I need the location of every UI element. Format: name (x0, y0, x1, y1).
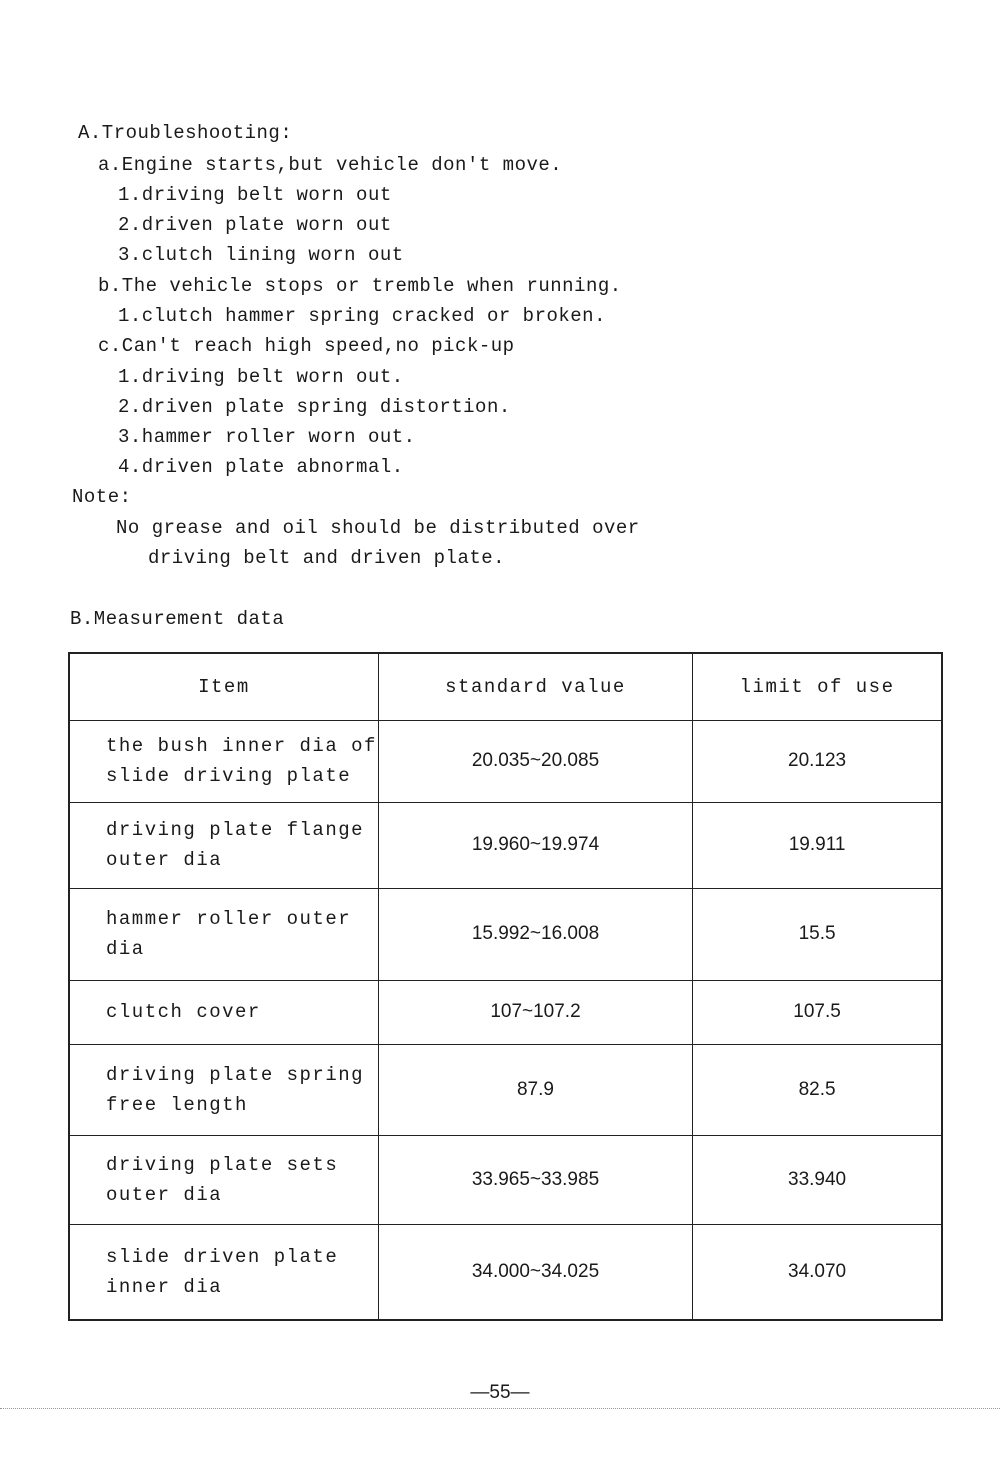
scan-edge-divider (0, 1408, 1000, 1409)
case-b-title: b.The vehicle stops or tremble when running. (98, 275, 622, 297)
item-cell: slide driven plate inner dia (69, 1224, 378, 1320)
standard-value-cell: 34.000~34.025 (378, 1224, 692, 1320)
limit-cell: 19.911 (693, 802, 942, 888)
cause-item: 1.driving belt worn out. (118, 366, 404, 388)
measurement-table (68, 652, 943, 1321)
table-row (69, 720, 942, 802)
cause-item: 2.driven plate spring distortion. (118, 396, 511, 418)
table-row (69, 1044, 942, 1135)
item-cell: driving plate spring free length (69, 1044, 378, 1135)
section-b-heading: B.Measurement data (70, 608, 285, 630)
limit-cell: 82.5 (693, 1044, 942, 1135)
item-cell: the bush inner dia of slide driving plate (69, 720, 378, 802)
standard-value-cell: 19.960~19.974 (378, 802, 692, 888)
section-a-heading: A.Troubleshooting: (78, 122, 293, 144)
limit-cell: 15.5 (693, 888, 942, 980)
case-c-title: c.Can't reach high speed,no pick-up (98, 335, 515, 357)
item-cell: clutch cover (69, 980, 378, 1044)
standard-value-cell: 20.035~20.085 (378, 720, 692, 802)
page-number: —55— (470, 1382, 530, 1403)
standard-value-cell: 33.965~33.985 (378, 1135, 692, 1224)
standard-value-cell: 107~107.2 (378, 980, 692, 1044)
table-row (69, 1224, 942, 1320)
column-header: Item (69, 653, 378, 720)
column-header: standard value (378, 653, 692, 720)
limit-cell: 107.5 (693, 980, 942, 1044)
cause-item: 2.driven plate worn out (118, 214, 392, 236)
table-header-row (69, 653, 942, 720)
case-a-title: a.Engine starts,but vehicle don't move. (98, 154, 563, 176)
cause-item: 1.driving belt worn out (118, 184, 392, 206)
item-cell: driving plate sets outer dia (69, 1135, 378, 1224)
table-row (69, 1135, 942, 1224)
cause-item: 1.clutch hammer spring cracked or broken. (118, 305, 606, 327)
cause-item: 4.driven plate abnormal. (118, 456, 404, 478)
table-row (69, 888, 942, 980)
limit-cell: 33.940 (693, 1135, 942, 1224)
standard-value-cell: 15.992~16.008 (378, 888, 692, 980)
table-row (69, 802, 942, 888)
standard-value-cell: 87.9 (378, 1044, 692, 1135)
column-header: limit of use (693, 653, 942, 720)
note-label: Note: (72, 486, 132, 508)
table-row (69, 980, 942, 1044)
limit-cell: 34.070 (693, 1224, 942, 1320)
cause-item: 3.clutch lining worn out (118, 244, 404, 266)
cause-item: 3.hammer roller worn out. (118, 426, 416, 448)
note-text: No grease and oil should be distributed over (116, 517, 640, 539)
note-text: driving belt and driven plate. (148, 547, 506, 569)
item-cell: hammer roller outer dia (69, 888, 378, 980)
item-cell: driving plate flange outer dia (69, 802, 378, 888)
limit-cell: 20.123 (693, 720, 942, 802)
